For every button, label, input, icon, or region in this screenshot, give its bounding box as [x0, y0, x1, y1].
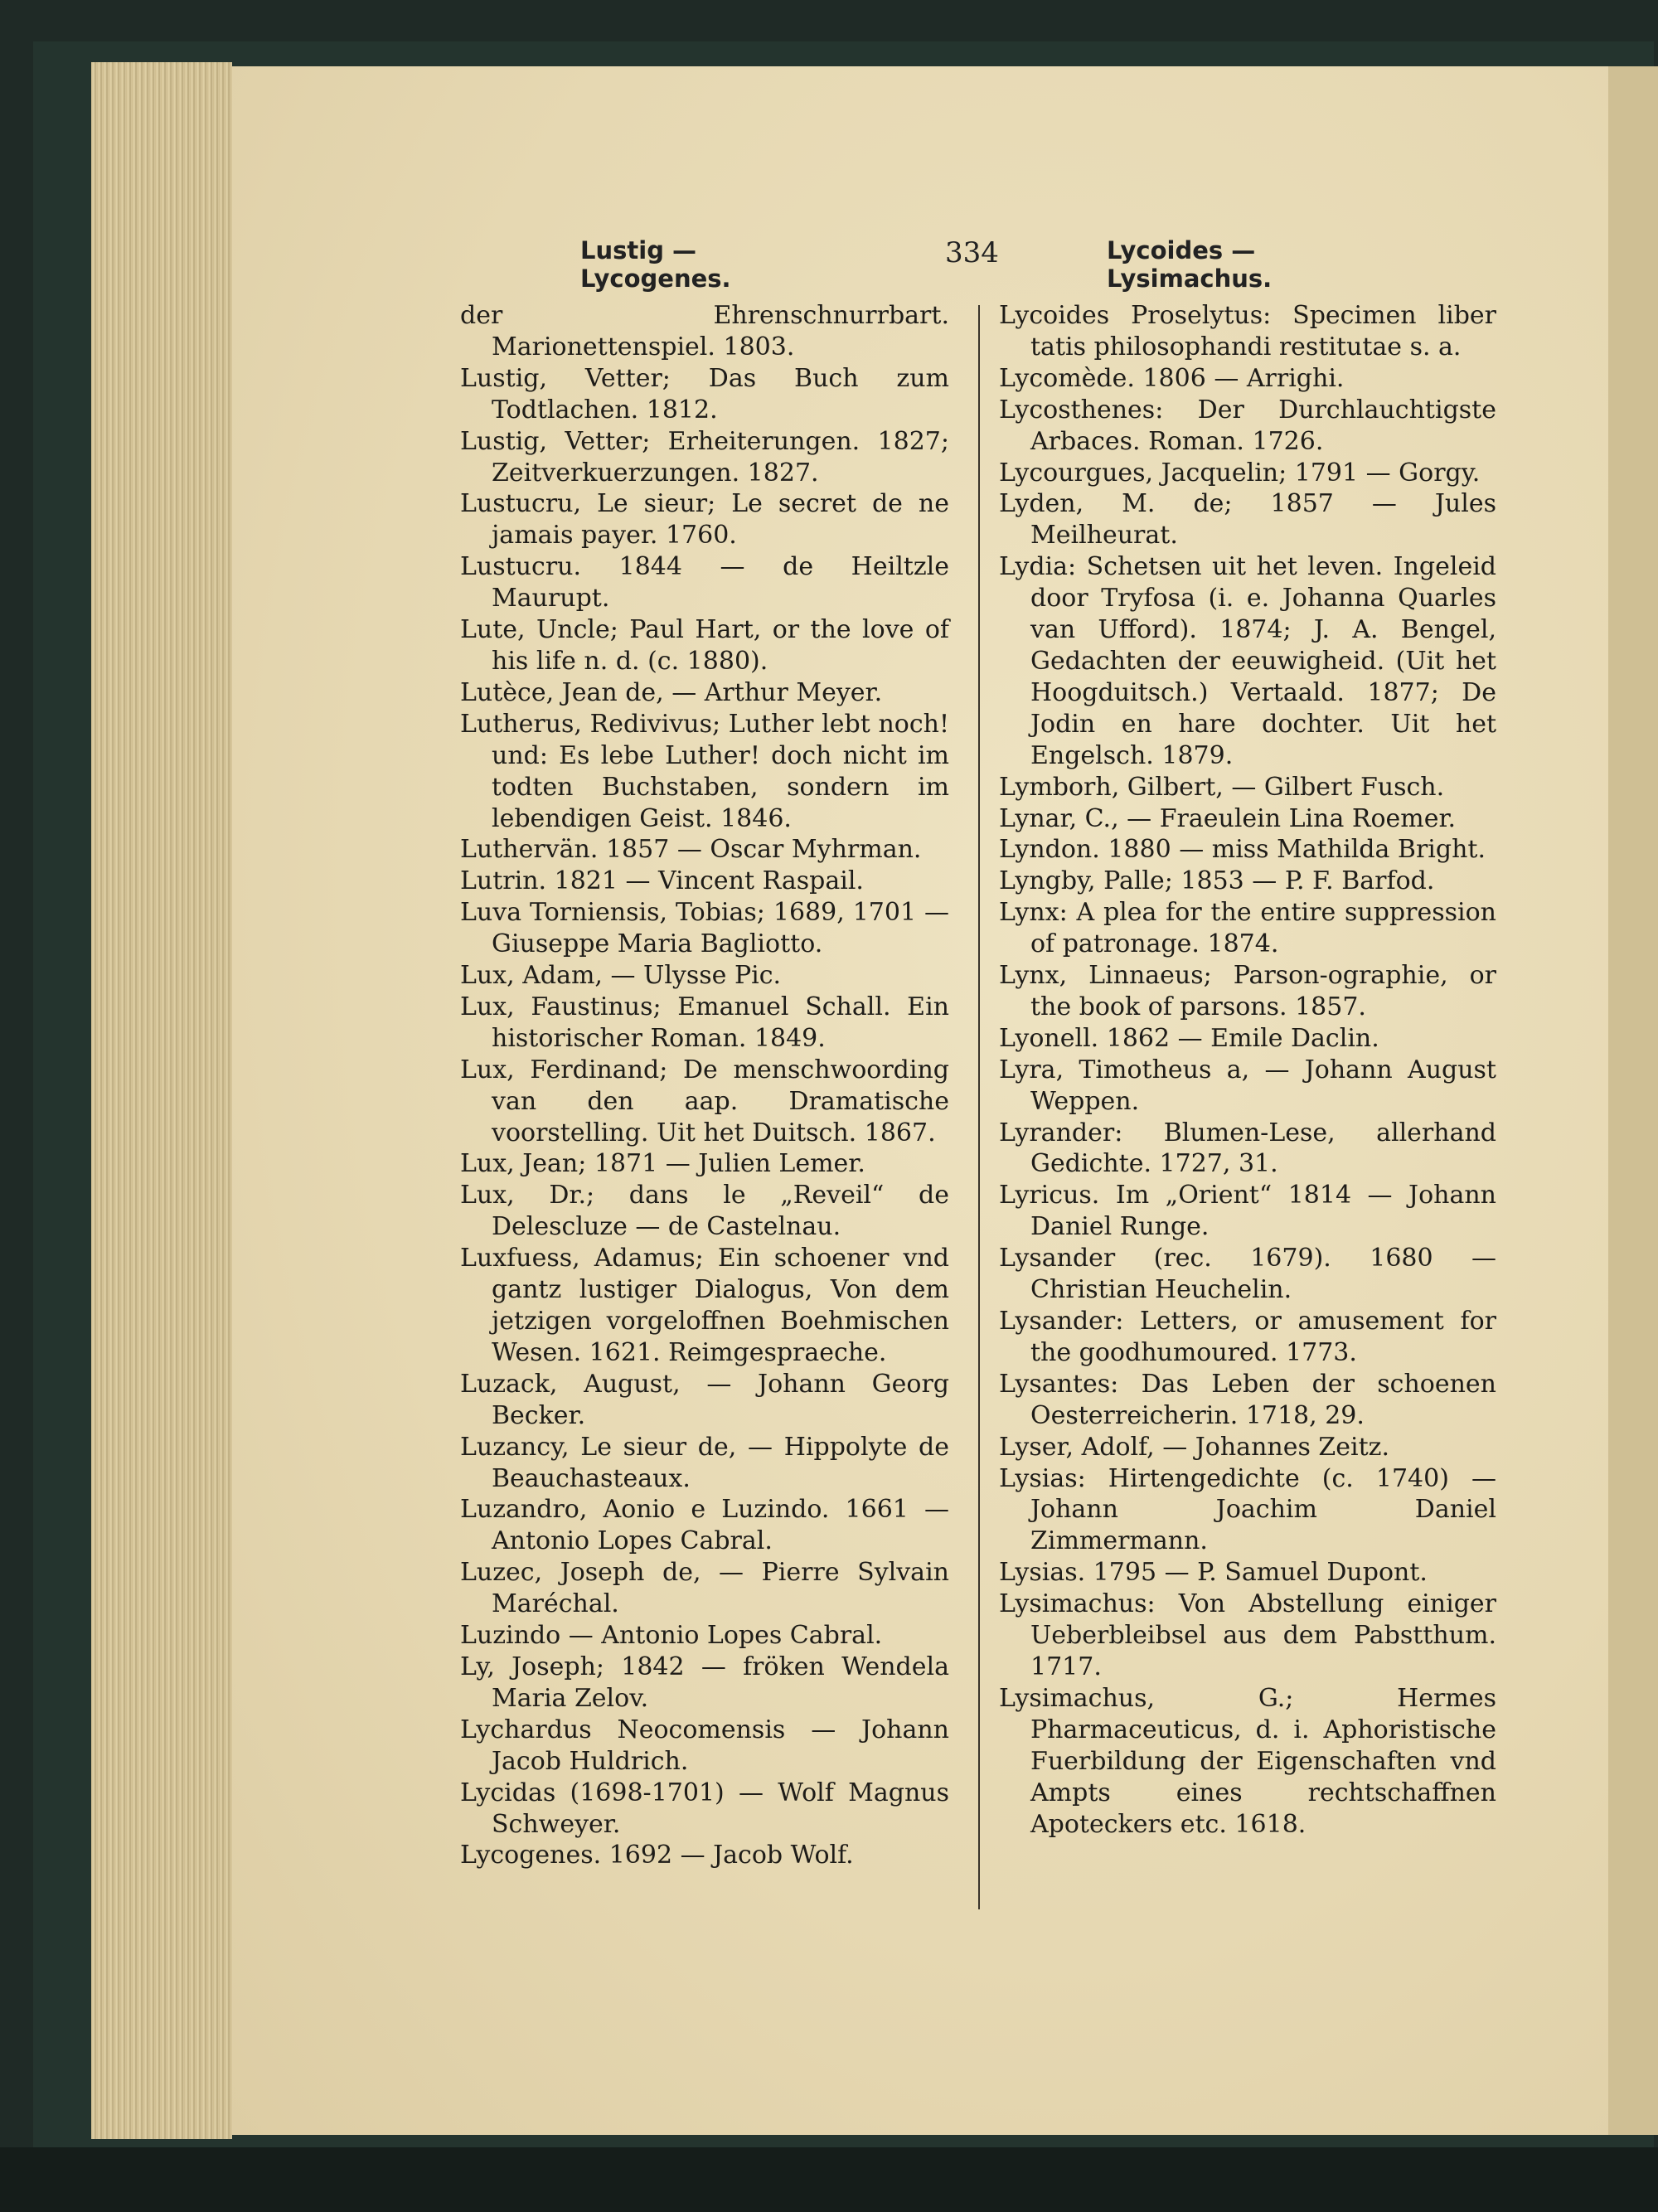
- entry: Lycoides Proselytus: Specimen liber tatis philosophandi restitutae s. a.: [999, 301, 1496, 361]
- entry: Lux, Ferdinand; De menschwoording van den aap. Dramatische voorstelling. Uit het Duitsch. 1867.: [460, 1055, 949, 1147]
- entry: Lux, Jean; 1871 — Julien Lemer.: [460, 1149, 865, 1179]
- entry: Lynx, Linnaeus; Parson-ographie, or the book of parsons. 1857.: [999, 961, 1496, 1021]
- entry: Lysias. 1795 — P. Samuel Dupont.: [999, 1558, 1428, 1588]
- entry: Lutrin. 1821 — Vincent Raspail.: [460, 866, 864, 896]
- entry: Lycidas (1698-1701) — Wolf Magnus Schweyer.: [460, 1778, 949, 1839]
- entry: Lyricus. Im „Orient“ 1814 — Johann Daniel Runge.: [999, 1181, 1496, 1242]
- entry: Lydia: Schetsen uit het leven. Ingeleid door Tryfosa (i. e. Johanna Quarles van Ufford). 1874; J. A. Bengel, Gedachten der eeuwigheid. (Uit het Hoogduitsch.) Vertaald. 1877; De Jodin en hare dochter. Uit het Engelsch. 1879.: [999, 552, 1496, 770]
- entry: der Ehrenschnurrbart. Marionettenspiel. 1803.: [460, 301, 949, 361]
- entry: Luzancy, Le sieur de, — Hippolyte de Beauchasteaux.: [460, 1432, 949, 1493]
- entry: Lysimachus, G.; Hermes Pharmaceuticus, d. i. Aphoristische Fuerbildung der Eigenschaften vnd Ampts eines rechtschaffnen Apoteckers etc. 1618.: [999, 1683, 1496, 1839]
- entry: Lustig, Vetter; Das Buch zum Todtlachen. 1812.: [460, 363, 949, 424]
- page-edges: [91, 62, 232, 2139]
- background-bottom: [0, 2147, 1658, 2212]
- entry: Lustucru, Le sieur; Le secret de ne jamais payer. 1760.: [460, 489, 949, 551]
- entry: Lycogenes. 1692 — Jacob Wolf.: [460, 1841, 854, 1870]
- entry: Lyser, Adolf, — Johannes Zeitz.: [999, 1432, 1389, 1462]
- entry: Lycomède. 1806 — Arrighi.: [999, 363, 1345, 393]
- column-divider: [978, 305, 980, 1909]
- entry: Lustig, Vetter; Erheiterungen. 1827; Zeitverkuerzungen. 1827.: [460, 426, 949, 488]
- left-column: [460, 300, 949, 1871]
- entry: Lymborh, Gilbert, — Gilbert Fusch.: [999, 772, 1445, 802]
- entry: Lustucru. 1844 — de Heiltzle Maurupt.: [460, 552, 949, 614]
- entry: Lyndon. 1880 — miss Mathilda Bright.: [999, 835, 1486, 865]
- entry: Lysantes: Das Leben der schoenen Oesterreicherin. 1718, 29.: [999, 1369, 1496, 1430]
- entry: Lux, Dr.; dans le „Reveil“ de Delescluze — de Castelnau.: [460, 1181, 949, 1242]
- entry: Lychardus Neocomensis — Johann Jacob Huldrich.: [460, 1715, 949, 1776]
- entry: Lute, Uncle; Paul Hart, or the love of his life n. d. (c. 1880).: [460, 615, 949, 676]
- entry: Lyngby, Palle; 1853 — P. F. Barfod.: [999, 866, 1435, 896]
- entry: Luva Torniensis, Tobias; 1689, 1701 — Giuseppe Maria Bagliotto.: [460, 898, 949, 959]
- entry: Lynx: A plea for the entire suppression of patronage. 1874.: [999, 898, 1496, 959]
- entry: Luzandro, Aonio e Luzindo. 1661 — Antonio Lopes Cabral.: [460, 1495, 949, 1556]
- right-column: [999, 300, 1496, 1840]
- running-head-right: Lycoides — Lysimachus.: [1107, 236, 1273, 293]
- entry: Lysander (rec. 1679). 1680 — Christian Heuchelin.: [999, 1244, 1496, 1305]
- page-number: 334: [945, 236, 999, 269]
- entry: Lux, Adam, — Ulysse Pic.: [460, 961, 782, 991]
- entry: Luzack, August, — Johann Georg Becker.: [460, 1369, 949, 1430]
- entry: Ly, Joseph; 1842 — fröken Wendela Maria Zelov.: [460, 1652, 949, 1713]
- entry: Luzindo — Antonio Lopes Cabral.: [460, 1621, 883, 1651]
- entry: Lyrander: Blumen-Lese, allerhand Gedichte. 1727, 31.: [999, 1118, 1496, 1179]
- facing-page-edge: [1608, 66, 1658, 2135]
- entry: Lynar, C., — Fraeulein Lina Roemer.: [999, 803, 1457, 833]
- entry: Luxfuess, Adamus; Ein schoener vnd gantz lustiger Dialogus, Von dem jetzigen vorgeloffnen Boehmischen Wesen. 1621. Reimgespraeche.: [460, 1244, 949, 1367]
- entry: Lux, Faustinus; Emanuel Schall. Ein historischer Roman. 1849.: [460, 992, 949, 1053]
- running-head-left: Lustig — Lycogenes.: [580, 236, 731, 293]
- entry: Lycosthenes: Der Durchlauchtigste Arbaces. Roman. 1726.: [999, 395, 1496, 456]
- entry: Luzec, Joseph de, — Pierre Sylvain Maréchal.: [460, 1558, 949, 1619]
- entry: Lyra, Timotheus a, — Johann August Weppen.: [999, 1055, 1496, 1116]
- entry: Lyonell. 1862 — Emile Daclin.: [999, 1023, 1379, 1053]
- entry: Lysimachus: Von Abstellung einiger Ueberbleibsel aus dem Pabstthum. 1717.: [999, 1589, 1496, 1681]
- entry: Luthervän. 1857 — Oscar Myhrman.: [460, 835, 922, 865]
- entry: Lyden, M. de; 1857 — Jules Meilheurat.: [999, 489, 1496, 551]
- entry: Lutherus, Redivivus; Luther lebt noch! und: Es lebe Luther! doch nicht im todten Buchstaben, sondern im lebendigen Geist. 1846.: [460, 709, 949, 833]
- entry: Lysias: Hirtengedichte (c. 1740) — Johann Joachim Daniel Zimmermann.: [999, 1463, 1496, 1556]
- entry: Lutèce, Jean de, — Arthur Meyer.: [460, 677, 883, 707]
- entry: Lycourgues, Jacquelin; 1791 — Gorgy.: [999, 458, 1481, 488]
- entry: Lysander: Letters, or amusement for the goodhumoured. 1773.: [999, 1307, 1496, 1367]
